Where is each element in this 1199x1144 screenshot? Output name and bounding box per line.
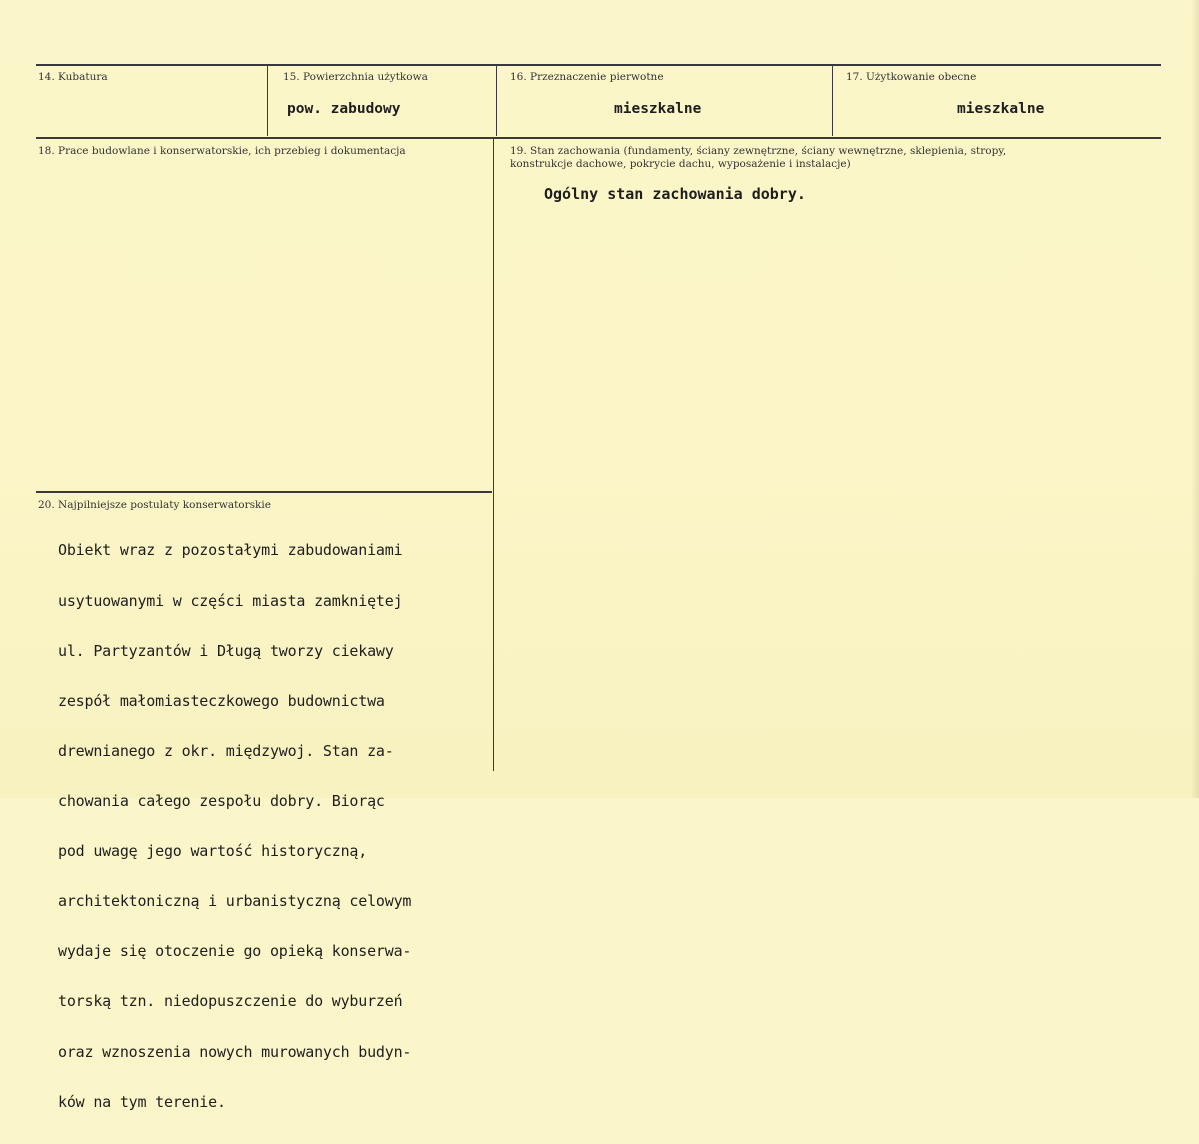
field-15-value: pow. zabudowy [287, 101, 401, 117]
col-divider-main [493, 139, 494, 771]
col-divider-14-15 [267, 66, 268, 136]
field-20-line: drewnianego z okr. międzywoj. Stan za- [58, 741, 394, 760]
col-divider-15-16 [496, 66, 497, 136]
field-20-line: architektoniczną i urbanistyczną celowym [58, 892, 412, 911]
field-20-line: pod uwagę jego wartość historyczną, [58, 842, 368, 861]
field-16-value: mieszkalne [614, 101, 702, 117]
field-20-line: usytuowanymi w części miasta zamkniętej [58, 591, 403, 610]
field-17-value: mieszkalne [957, 101, 1045, 117]
field-16-label: 16. Przeznaczenie pierwotne [510, 71, 664, 83]
paper-edge [1191, 0, 1199, 798]
field-20-line: chowania całego zespołu dobry. Biorąc [58, 791, 385, 810]
field-20-text [58, 509, 411, 1144]
row-divider [36, 137, 1161, 139]
field-20-line: ul. Partyzantów i Długą tworzy ciekawy [58, 641, 394, 660]
field-14-label: 14. Kubatura [38, 71, 108, 83]
field-20-label: 20. Najpilniejsze postulaty konserwatorskie [38, 499, 271, 511]
field-20-line: torską tzn. niedopuszczenie do wyburzeń [58, 992, 403, 1011]
field-19-label-line1: 19. Stan zachowania (fundamenty, ściany zewnętrzne, ściany wewnętrzne, sklepienia, stropy, [510, 145, 1007, 157]
col-divider-16-17 [832, 66, 833, 136]
field-20-line: wydaje się otoczenie go opieką konserwa- [58, 942, 412, 961]
field-15-label: 15. Powierzchnia użytkowa [283, 71, 428, 83]
section-20-rule [36, 491, 492, 493]
field-19-value: Ogólny stan zachowania dobry. [544, 185, 806, 203]
field-20-line: zespół małomiasteczkowego budownictwa [58, 691, 385, 710]
field-20-line: Obiekt wraz z pozostałymi zabudowaniami [58, 541, 403, 560]
field-20-line: oraz wznoszenia nowych murowanych budyn- [58, 1042, 412, 1061]
field-20-line: ków na tym terenie. [58, 1092, 226, 1111]
field-17-label: 17. Użytkowanie obecne [846, 71, 977, 83]
field-18-label: 18. Prace budowlane i konserwatorskie, ich przebieg i dokumentacja [38, 145, 406, 157]
field-19-label-line2: konstrukcje dachowe, pokrycie dachu, wyposażenie i instalacje) [510, 158, 851, 170]
top-rule [36, 64, 1161, 66]
